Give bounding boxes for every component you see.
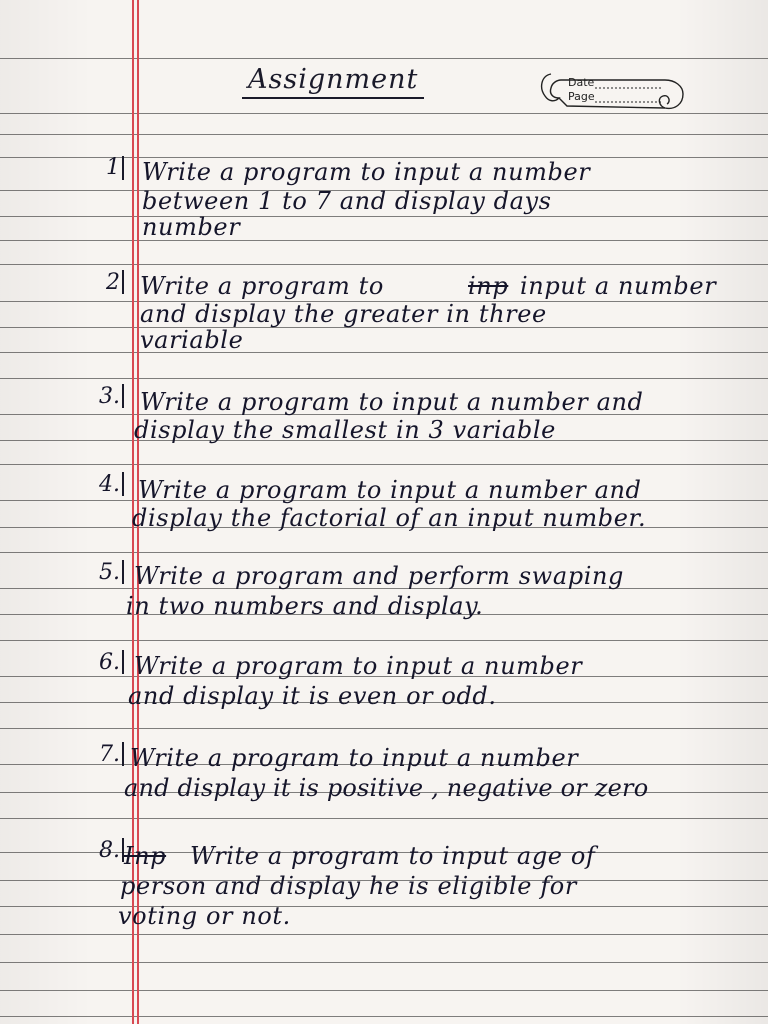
question-number: 8. bbox=[99, 838, 120, 863]
rule-line bbox=[0, 818, 768, 819]
rule-line bbox=[0, 728, 768, 729]
rule-line bbox=[0, 264, 768, 265]
page-label: Page bbox=[568, 90, 595, 103]
rule-line bbox=[0, 464, 768, 465]
struck-text: inp bbox=[468, 272, 509, 300]
question-line: Write a program to input a number and bbox=[140, 388, 644, 416]
question-line: Write a program to input a number and bbox=[138, 476, 642, 504]
question-line: Write a program to bbox=[140, 272, 384, 300]
question-line: and display it is positive , negative or zero bbox=[124, 774, 649, 802]
rule-line bbox=[0, 962, 768, 963]
question-number: 4. bbox=[99, 472, 120, 497]
question-number: 5. bbox=[99, 560, 120, 585]
question-line: Write a program to input a number bbox=[134, 652, 583, 680]
question-number: 1 bbox=[106, 155, 120, 180]
rule-line bbox=[0, 640, 768, 641]
rule-line bbox=[0, 58, 768, 59]
question-number: 3. bbox=[99, 384, 120, 409]
question-line: voting or not. bbox=[118, 902, 291, 930]
number-divider bbox=[122, 156, 124, 180]
question-number: 7. bbox=[99, 742, 120, 767]
question-line: display the factorial of an input number. bbox=[132, 504, 647, 532]
number-divider bbox=[122, 742, 124, 766]
rule-line bbox=[0, 378, 768, 379]
question-line: Write a program to input age of bbox=[190, 842, 596, 870]
question-number: 2 bbox=[106, 270, 120, 295]
question-line: display the smallest in 3 variable bbox=[134, 416, 556, 444]
number-divider bbox=[122, 560, 124, 584]
rule-line bbox=[0, 134, 768, 135]
rule-line bbox=[0, 552, 768, 553]
question-line: and display it is even or odd. bbox=[128, 682, 497, 710]
question-line: and display the greater in three bbox=[140, 300, 547, 328]
question-line: Write a program to input a number bbox=[142, 158, 591, 186]
question-line: between 1 to 7 and display days bbox=[142, 187, 552, 215]
number-divider bbox=[122, 650, 124, 674]
question-line: variable bbox=[140, 326, 244, 354]
question-line: Write a program to input a number bbox=[130, 744, 579, 772]
date-page-box bbox=[537, 68, 687, 114]
question-line: person and display he is eligible for bbox=[120, 872, 577, 900]
rule-line bbox=[0, 1016, 768, 1017]
question-line-tail: input a number bbox=[520, 272, 717, 300]
number-divider bbox=[122, 270, 124, 294]
question-number: 6. bbox=[99, 650, 120, 675]
scroll-frame-icon bbox=[537, 68, 687, 114]
number-divider bbox=[122, 472, 124, 496]
question-line: Write a program and perform swaping bbox=[134, 562, 624, 590]
date-label: Date bbox=[568, 76, 595, 89]
rule-line bbox=[0, 990, 768, 991]
question-line: number bbox=[142, 213, 241, 241]
rule-line bbox=[0, 934, 768, 935]
page-title: Assignment bbox=[242, 64, 424, 99]
question-line: in two numbers and display. bbox=[126, 592, 484, 620]
number-divider bbox=[122, 384, 124, 408]
struck-text: Inp bbox=[124, 842, 167, 870]
